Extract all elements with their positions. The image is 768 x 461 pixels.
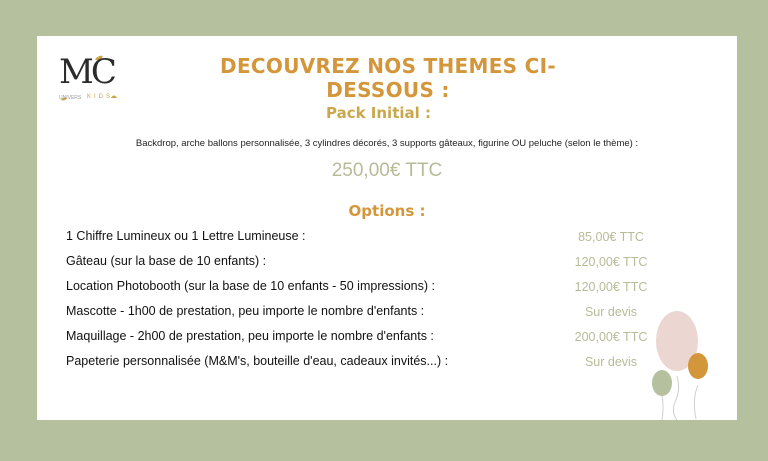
brand-logo: [55, 52, 121, 108]
option-row: [66, 354, 666, 376]
option-price: 120,00€ TTC: [574, 255, 648, 269]
option-price: 85,00€ TTC: [578, 230, 644, 244]
option-label: Gâteau (sur la base de 10 enfants) :: [66, 254, 267, 268]
option-row: [66, 279, 666, 301]
option-row: [66, 304, 666, 326]
page-title: DECOUVREZ NOS THEMES CI-DESSOUS :: [220, 54, 556, 102]
option-price: Sur devis: [584, 305, 638, 319]
flyer-card: [37, 36, 737, 420]
pack-price: 250,00€ TTC: [331, 160, 443, 181]
option-row: [66, 254, 666, 276]
logo-line1: UNIVERS: [59, 95, 82, 101]
option-price: Sur devis: [584, 355, 638, 369]
option-row: [66, 229, 666, 251]
option-row: [66, 329, 666, 351]
green-balloon-icon: [652, 370, 672, 396]
logo-monogram: MC: [59, 52, 114, 92]
orange-balloon-icon: [688, 353, 708, 379]
option-label: Papeterie personnalisée (M&M's, bouteille d'eau, cadeaux invités...) :: [66, 354, 449, 368]
logo-line2: KIDS: [87, 94, 114, 100]
option-label: Maquillage - 2h00 de prestation, peu importe le nombre d'enfants :: [66, 329, 434, 343]
pack-title: Pack Initial :: [326, 104, 431, 122]
option-price: 200,00€ TTC: [574, 330, 648, 344]
option-label: Mascotte - 1h00 de prestation, peu importe le nombre d'enfants :: [66, 304, 425, 318]
option-label: 1 Chiffre Lumineux ou 1 Lettre Lumineuse :: [66, 229, 306, 243]
pack-description: Backdrop, arche ballons personnalisée, 3 cylindres décorés, 3 supports gâteaux, figurine OU peluche (selon le thème) :: [135, 138, 639, 149]
option-price: 120,00€ TTC: [574, 280, 648, 294]
balloons-illustration: [645, 306, 725, 420]
option-label: Location Photobooth (sur la base de 10 enfants - 50 impressions) :: [66, 279, 435, 293]
options-title: Options :: [348, 202, 426, 220]
